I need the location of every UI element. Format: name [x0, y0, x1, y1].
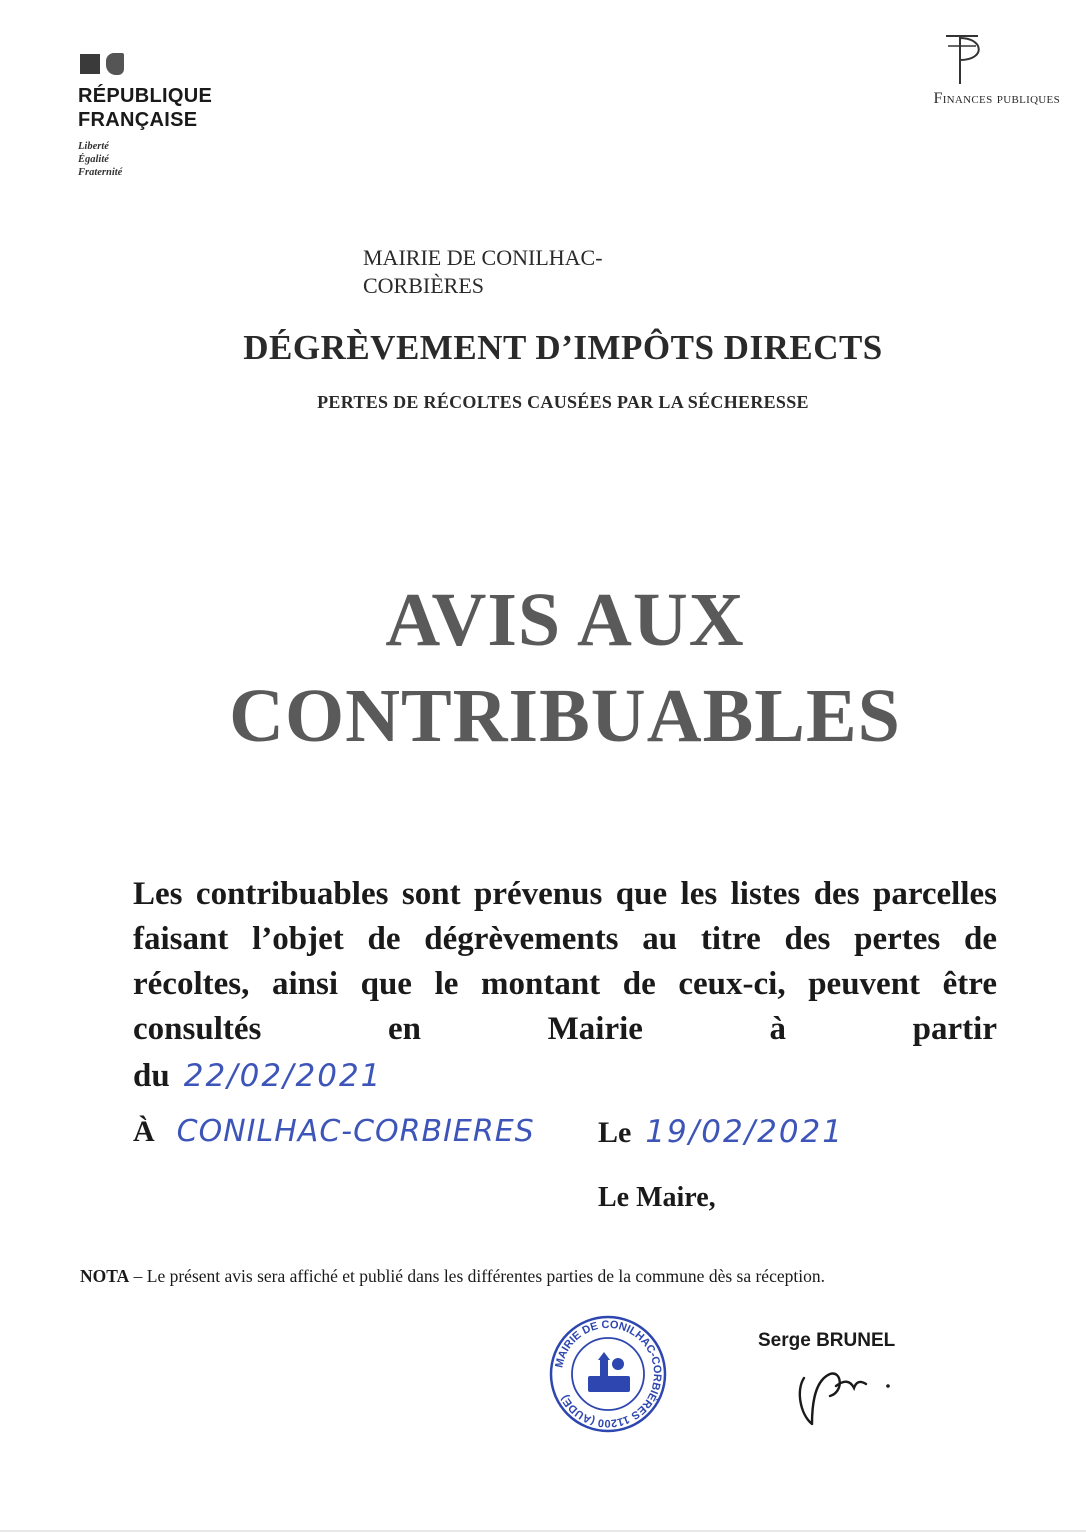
avis-title-line1: AVIS AUX — [385, 578, 745, 662]
rf-francaise: FRANÇAISE — [78, 109, 198, 131]
rf-republique: RÉPUBLIQUE — [78, 85, 213, 107]
place-label: À — [133, 1115, 155, 1148]
signer-name: Serge BRUNEL — [758, 1330, 896, 1351]
date-line — [598, 1114, 844, 1150]
date-label: Le — [598, 1116, 632, 1149]
maire-label: Le Maire, — [598, 1182, 716, 1213]
date-from-handwritten: 22/02/2021 — [183, 1058, 383, 1094]
nota-label: NOTA — [80, 1266, 130, 1286]
du-label: du — [133, 1058, 170, 1094]
nota-line — [80, 1266, 1040, 1287]
marianne-logo-icon — [80, 52, 278, 76]
finances-publiques-label: Finances publiques — [933, 90, 1060, 107]
marianne-profile — [106, 53, 124, 75]
page-bottom-edge — [0, 1530, 1086, 1532]
finances-publiques-icon — [860, 28, 1060, 86]
avis-title-line2: CONTRIBUABLES — [229, 674, 901, 758]
mairie-seal-stamp — [548, 1314, 668, 1434]
finances-publiques-logo — [860, 28, 1060, 108]
date-handwritten: 19/02/2021 — [645, 1114, 845, 1150]
motto-egalite: Égalité — [78, 154, 109, 165]
place-handwritten: CONILHAC-CORBIERES — [176, 1114, 535, 1149]
place-line — [133, 1114, 535, 1149]
nota-text: – Le présent avis sera affiché et publié dans les différentes parties de la commune dès sa réception. — [129, 1266, 825, 1286]
body-date-line — [133, 1054, 382, 1099]
motto-liberte: Liberté — [78, 141, 109, 152]
flag-bar — [80, 54, 100, 74]
subtitle: PERTES DE RÉCOLTES CAUSÉES PAR LA SÉCHERESSE — [317, 392, 809, 412]
handwritten-signature — [790, 1350, 900, 1430]
svg-text:MAIRIE DE CONILHAC-CORBIÈRES 1 — [553, 1319, 663, 1429]
republique-francaise-logo — [78, 52, 278, 179]
avis-title — [0, 572, 1086, 764]
body-paragraph: Les contribuables sont prévenus que les listes des parcelles faisant l’objet de dégrèvements au titre des pertes de récoltes, ainsi que le montant de ceux-ci, peuvent être consultés en Mairie à partir — [133, 876, 997, 1047]
seal-text: MAIRIE DE CONILHAC-CORBIÈRES 11200 (AUDE) — [553, 1318, 664, 1430]
motto-fraternite: Fraternité — [78, 167, 123, 178]
mairie-name: MAIRIE DE CONILHAC-CORBIÈRES — [363, 245, 603, 298]
main-title: DÉGRÈVEMENT D’IMPÔTS DIRECTS — [243, 328, 883, 367]
